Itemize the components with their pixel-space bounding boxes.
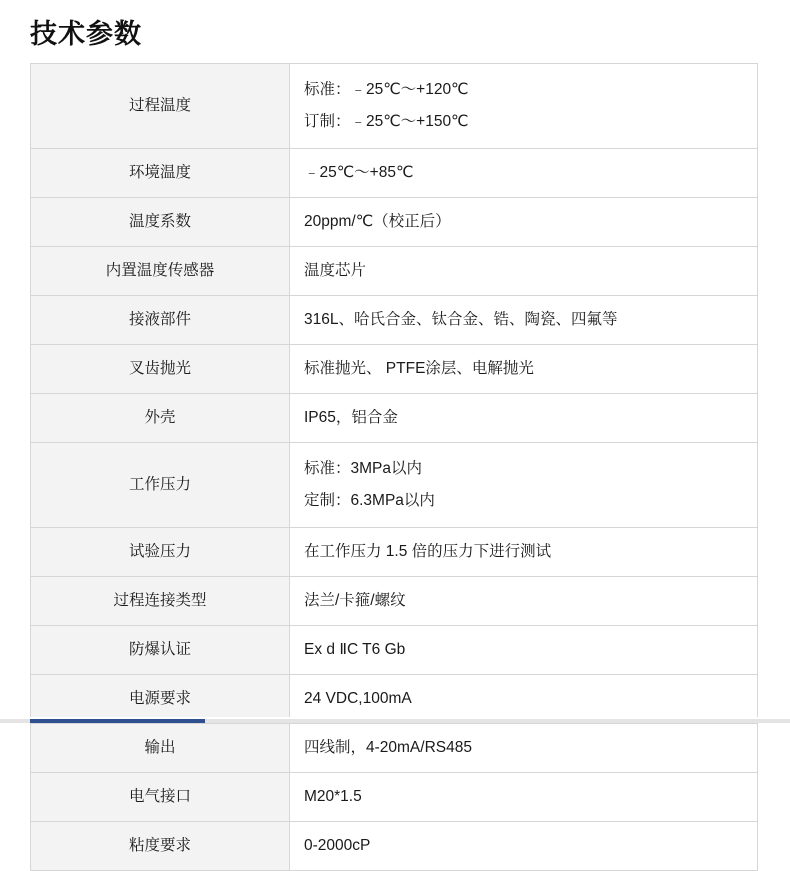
table-row: [31, 64, 758, 149]
row-label: 粘度要求: [31, 822, 290, 871]
table-row: [31, 198, 758, 247]
row-value: [290, 247, 758, 296]
value-line: 316L、哈氏合金、钛合金、锆、陶瓷、四氟等: [304, 310, 618, 328]
value-line: 标准：﹣25℃～+120℃: [304, 80, 469, 98]
row-label: 试验压力: [31, 528, 290, 577]
value-line: 24 VDC,100mA: [304, 689, 412, 707]
row-value: [290, 345, 758, 394]
value-line: 定制：6.3MPa以内: [304, 492, 435, 509]
row-label: 输出: [31, 724, 290, 773]
row-label: 环境温度: [31, 149, 290, 198]
value-line: 标准：3MPa以内: [304, 459, 422, 477]
value-line: Ex d ⅡC T6 Gb: [304, 640, 406, 658]
value-line: 温度芯片: [304, 261, 367, 279]
row-value: [290, 724, 758, 773]
table-row: [31, 394, 758, 443]
row-value: [290, 773, 758, 822]
table-row: [31, 577, 758, 626]
table-row: [31, 296, 758, 345]
value-line: 在工作压力 1.5 倍的压力下进行测试: [304, 542, 552, 560]
row-value: [290, 528, 758, 577]
table-row: [31, 773, 758, 822]
row-label: 电气接口: [31, 773, 290, 822]
row-value: [290, 577, 758, 626]
footer-accent-bar: [0, 717, 790, 723]
row-label: 防爆认证: [31, 626, 290, 675]
technical-parameters-table: [30, 63, 758, 871]
value-line: 20ppm/℃（校正后）: [304, 212, 451, 230]
value-line: M20*1.5: [304, 787, 362, 805]
row-label: 电源要求: [31, 675, 290, 724]
row-label: 外壳: [31, 394, 290, 443]
table-row: [31, 443, 758, 528]
table-row: [31, 247, 758, 296]
table-row: [31, 345, 758, 394]
footer-accent-segment: [30, 719, 205, 723]
row-label: 温度系数: [31, 198, 290, 247]
row-value: [290, 296, 758, 345]
page-title: 技术参数: [30, 19, 142, 49]
row-label: 叉齿抛光: [31, 345, 290, 394]
value-line: 四线制，4-20mA/RS485: [304, 738, 472, 756]
value-line: 订制：﹣25℃～+150℃: [304, 113, 469, 130]
value-line: 标准抛光、 PTFE涂层、电解抛光: [304, 359, 534, 377]
row-label: 过程温度: [31, 64, 290, 149]
value-line: 法兰/卡箍/螺纹: [304, 591, 406, 609]
table-row: [31, 822, 758, 871]
value-line: ﹣25℃～+85℃: [304, 163, 414, 181]
row-label: 过程连接类型: [31, 577, 290, 626]
row-value: [290, 822, 758, 871]
table-body: [31, 64, 758, 871]
row-value: [290, 198, 758, 247]
row-value: [290, 626, 758, 675]
table-row: [31, 528, 758, 577]
value-line: IP65，铝合金: [304, 408, 398, 426]
table-row: [31, 724, 758, 773]
row-label: 内置温度传感器: [31, 247, 290, 296]
table-row: [31, 149, 758, 198]
table-row: [31, 626, 758, 675]
value-line: 0-2000cP: [304, 836, 371, 854]
row-value: [290, 149, 758, 198]
row-value: [290, 394, 758, 443]
row-label: 接液部件: [31, 296, 290, 345]
row-value: [290, 64, 758, 149]
row-label: 工作压力: [31, 443, 290, 528]
row-value: [290, 443, 758, 528]
